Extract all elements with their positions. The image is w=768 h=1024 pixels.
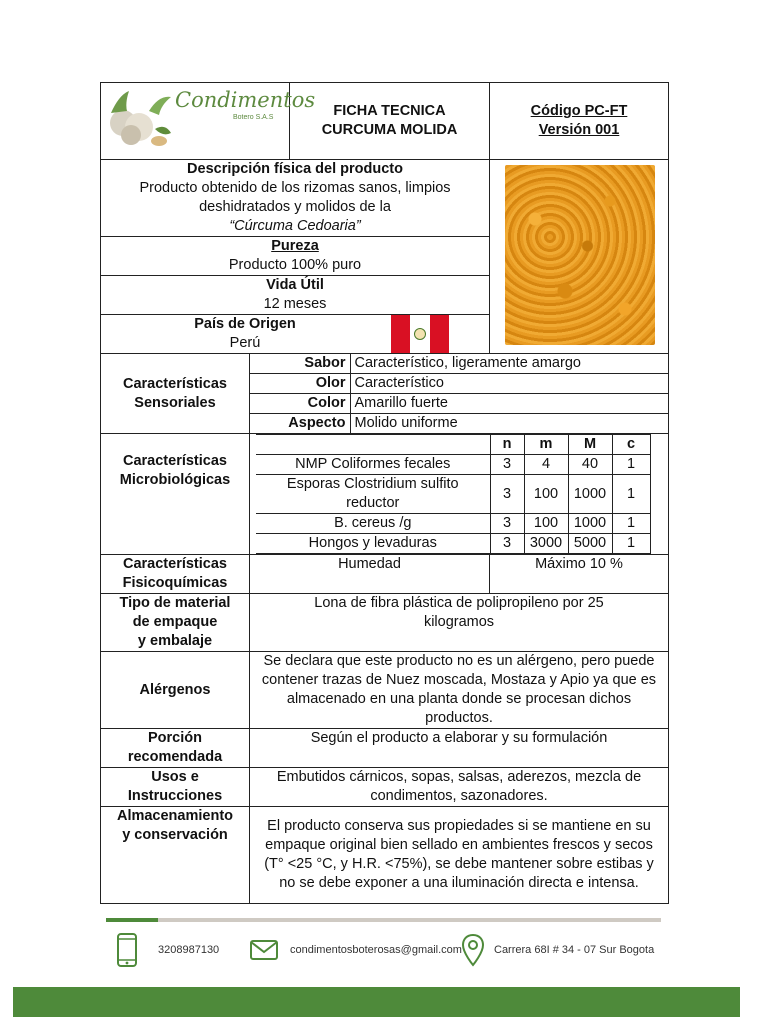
uses-heading-line2: Instrucciones (127, 788, 223, 804)
micro-name: B. cereus /g (256, 514, 490, 534)
shelf-life-value: 12 meses (263, 296, 327, 312)
sensory-row (250, 374, 668, 394)
allergens-value: Se declara que este producto no es un alérgeno, pero puede contener trazas de Nuez moscada, Mostaza y Apio ya que es almacenado en una planta donde se procesan dichos productos. (250, 652, 669, 729)
storage-heading-line1: Almacenamiento (116, 808, 234, 824)
footer-green-band (13, 987, 740, 1017)
packaging-heading-line3: y embalaje (137, 633, 213, 649)
logo-subtitle: Botero S.A.S (233, 114, 274, 121)
micro-header-row (256, 435, 650, 455)
code-cell (490, 83, 669, 160)
micro-row (256, 455, 650, 475)
sensory-value: Característico (350, 374, 668, 394)
spec-table (100, 82, 669, 904)
portion-heading-line1: Porción (148, 730, 202, 746)
location-pin-icon (462, 934, 484, 966)
sensory-label: Color (250, 394, 350, 414)
micro-c: 1 (612, 514, 650, 534)
micro-col-n: n (490, 435, 524, 455)
micro-c: 1 (612, 534, 650, 554)
turmeric-powder-image (505, 165, 655, 345)
sensory-label: Aspecto (250, 414, 350, 434)
micro-M: 1000 (568, 475, 612, 514)
logo-wordmark: Condimentos (175, 88, 316, 112)
allergens-heading: Alérgenos (101, 652, 250, 729)
uses-heading-cell (101, 768, 250, 807)
sensory-values-cell (250, 354, 669, 434)
description-line1: Producto obtenido de los rizomas sanos, limpios (139, 180, 451, 196)
micro-name: NMP Coliformes fecales (256, 455, 490, 475)
packaging-heading-line1: Tipo de material (119, 595, 231, 611)
uses-value: Embutidos cárnicos, sopas, salsas, aderezos, mezcla de condimentos, sazonadores. (250, 768, 669, 807)
micro-row (256, 514, 650, 534)
footer-address (462, 932, 654, 968)
purity-cell (101, 237, 490, 276)
micro-n: 3 (490, 475, 524, 514)
logo-cell (101, 83, 316, 160)
micro-name: Esporas Clostridium sulfito reductor (256, 475, 490, 514)
footer-divider-accent (106, 918, 158, 922)
description-heading: Descripción física del producto (187, 161, 403, 177)
portion-heading-cell (101, 729, 250, 768)
micro-heading-line1: Características (123, 453, 227, 469)
micro-m: 100 (524, 514, 568, 534)
micro-row (256, 475, 650, 514)
packaging-value: Lona de fibra plástica de polipropileno por 25 kilogramos (250, 594, 669, 652)
sensory-value: Amarillo fuerte (350, 394, 668, 414)
physchem-value: Máximo 10 % (490, 555, 669, 594)
email-address[interactable]: condimentosboterosas@gmail.com (290, 944, 462, 956)
sensory-value: Molido uniforme (350, 414, 668, 434)
micro-col-c: c (612, 435, 650, 455)
micro-table (256, 434, 651, 554)
product-photo-cell (490, 160, 669, 354)
packaging-heading-cell (101, 594, 250, 652)
doc-title-line1: FICHA TECNICA (333, 103, 446, 119)
micro-col-m: m (524, 435, 568, 455)
purity-value: Producto 100% puro (228, 257, 362, 273)
physchem-heading-cell (101, 555, 250, 594)
storage-value: El producto conserva sus propiedades si se mantiene en su empaque original bien sellado en ambientes frescos y secos (T° <25 °C, y H.R. <75%), se debe mantener sobre estibas y no se debe exponer a una iluminación directa e intensa. (250, 807, 669, 904)
physchem-param: Humedad (250, 555, 490, 594)
mail-icon (250, 940, 278, 960)
packaging-heading-line2: de empaque (132, 614, 218, 630)
sensory-label: Olor (250, 374, 350, 394)
sensory-heading-line2: Sensoriales (134, 394, 216, 411)
sensory-row (250, 394, 668, 414)
footer-phone (116, 932, 219, 968)
purity-heading: Pureza (271, 238, 319, 254)
sensory-row (250, 354, 668, 374)
portion-heading-line2: recomendada (127, 749, 223, 765)
phone-number: 3208987130 (158, 944, 220, 956)
shelf-life-cell (101, 276, 490, 315)
micro-c: 1 (612, 475, 650, 514)
origin-value: Perú (229, 335, 261, 351)
sensory-table (250, 354, 668, 433)
sensory-heading-cell (101, 354, 250, 434)
micro-name: Hongos y levaduras (256, 534, 490, 554)
micro-m: 100 (524, 475, 568, 514)
sensory-row (250, 414, 668, 434)
storage-heading-cell (101, 807, 250, 904)
micro-row (256, 534, 650, 554)
micro-M: 40 (568, 455, 612, 475)
footer-divider (106, 918, 661, 922)
street-address: Carrera 68I # 34 - 07 Sur Bogota (494, 944, 655, 956)
description-line2: deshidratados y molidos de la (199, 199, 391, 215)
sensory-label: Sabor (250, 354, 350, 374)
shelf-life-heading: Vida Útil (266, 277, 324, 293)
micro-M: 5000 (568, 534, 612, 554)
footer-email (250, 932, 462, 968)
doc-code: Código PC-FT (530, 103, 628, 119)
micro-header-blank (256, 435, 490, 455)
storage-heading-line2: y conservación (122, 827, 228, 843)
micro-c: 1 (612, 455, 650, 475)
micro-M: 1000 (568, 514, 612, 534)
technical-sheet (100, 82, 668, 892)
origin-heading: País de Origen (194, 316, 296, 332)
micro-n: 3 (490, 455, 524, 475)
phone-icon (116, 933, 138, 967)
peru-flag-icon (391, 315, 449, 353)
micro-m: 3000 (524, 534, 568, 554)
footer-contact (112, 932, 672, 968)
micro-heading-cell (101, 434, 250, 555)
micro-n: 3 (490, 514, 524, 534)
doc-version: Versión 001 (538, 122, 620, 138)
micro-heading-line2: Microbiológicas (119, 472, 231, 488)
origin-cell (101, 315, 490, 354)
physchem-heading-line1: Características (123, 556, 227, 572)
description-cell (101, 160, 490, 237)
title-cell (290, 83, 490, 160)
sensory-heading-line1: Características (123, 375, 227, 392)
micro-values-cell (250, 434, 669, 555)
uses-heading-line1: Usos e (151, 769, 199, 785)
micro-col-M: M (568, 435, 612, 455)
physchem-heading-line2: Fisicoquímicas (122, 575, 228, 591)
portion-value: Según el producto a elaborar y su formulación (250, 729, 669, 768)
company-logo (101, 83, 316, 153)
doc-title-line2: CURCUMA MOLIDA (321, 122, 458, 138)
description-species: “Cúrcuma Cedoaria” (229, 218, 361, 234)
sensory-value: Característico, ligeramente amargo (350, 354, 668, 374)
micro-m: 4 (524, 455, 568, 475)
micro-n: 3 (490, 534, 524, 554)
